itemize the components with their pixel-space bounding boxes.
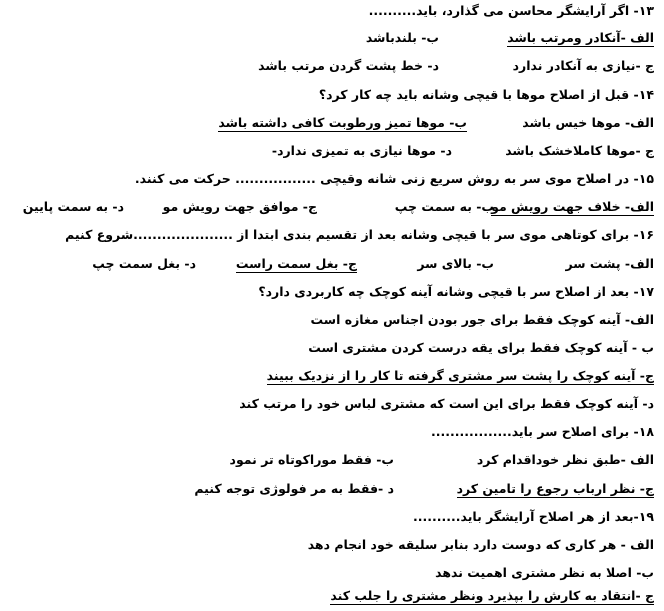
q14-option-a: الف- موها خیس باشد — [522, 115, 654, 130]
q16-option-b: ب- بالای سر — [417, 256, 494, 271]
q19-option-b: ب- اصلا به نظر مشتری اهمیت ندهد — [435, 565, 654, 580]
q19-stem: ۱۹-بعد از هر اصلاح آرایشگر باید.......... — [413, 509, 654, 524]
q17-stem: ۱۷- بعد از اصلاح سر با قیچی وشانه آینه کوچک چه کاربردی دارد؟ — [258, 284, 654, 299]
q16-option-c: ج- بغل سمت راست — [235, 256, 357, 271]
q14-option-c: ج -موها کاملاخشک باشد — [505, 143, 654, 158]
q15-option-c: ج- موافق جهت رویش مو — [162, 199, 317, 214]
q14-option-b: ب- موها تمیز ورطوبت کافی داشته باشد — [218, 115, 467, 130]
q18-option-d: د -فقط به مر فولوژی توجه کنیم — [194, 481, 394, 496]
q18-option-c: ج- نظر ارباب رجوع را تامین کرد — [456, 481, 654, 496]
q16-option-a: الف- پشت سر — [565, 256, 654, 271]
q18-option-a: الف -طبق نظر خوداقدام کرد — [476, 452, 654, 467]
q15-option-d: د- به سمت پایین — [22, 199, 124, 214]
q14-option-d: د- موها نیازی به تمیزی ندارد- — [271, 143, 452, 158]
q15-stem: ۱۵- در اصلاح موی سر به روش سریع زنی شانه وقیچی ................. حرکت می کنند. — [134, 171, 654, 186]
q18-stem: ۱۸- برای اصلاح سر باید................. — [430, 424, 654, 439]
q13-option-c: ج -نیازی به آنکادر ندارد — [512, 58, 654, 73]
q17-option-c: ج- آینه کوچک را پشت سر مشتری گرفته تا کار را از نزدیک ببیند — [266, 368, 654, 383]
q14-stem: ۱۴- قبل از اصلاح موها با قیچی وشانه باید چه کار کرد؟ — [318, 87, 654, 102]
q16-option-d: د- بغل سمت چپ — [92, 256, 196, 271]
q17-option-a: الف- آینه کوچک فقط برای جور بودن اجناس مغازه است — [310, 312, 654, 327]
q17-option-b: ب - آینه کوچک فقط برای یقه درست کردن مشتری است — [308, 340, 654, 355]
q13-option-b: ب- بلندباشد — [365, 30, 439, 45]
q16-stem: ۱۶- برای کوتاهی موی سر با قیچی وشانه بعد از تقسیم بندی ابتدا از .....................شروع کنیم — [65, 227, 654, 242]
q18-option-b: ب- فقط موراکوتاه تر نمود — [229, 452, 394, 467]
q19-option-a: الف - هر کاری که دوست دارد بنابر سلیقه خود انجام دهد — [307, 537, 654, 552]
q15-option-a: الف- خلاف جهت رویش مو — [491, 199, 654, 214]
q13-option-d: د- خط پشت گردن مرتب باشد — [258, 58, 439, 73]
q13-option-a: الف -آنکادر ومرتب باشد — [507, 30, 654, 45]
q17-option-d: د- آینه کوچک فقط برای این است که مشتری لباس خود را مرتب کند — [239, 396, 654, 411]
q19-option-c: ج -انتقاد به کارش را بپذیرد ونظر مشتری را جلب کند — [330, 588, 654, 603]
q15-option-b: ب- به سمت چپ — [394, 199, 494, 214]
q13-stem: ۱۳- اگر آرایشگر محاسن می گذارد، باید.......... — [368, 3, 654, 18]
